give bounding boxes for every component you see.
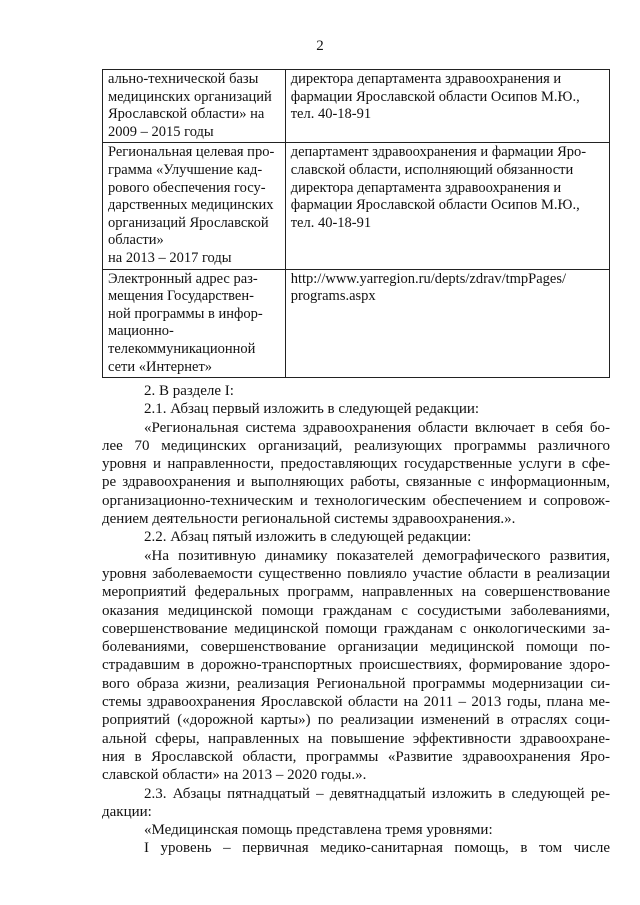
table-cell-line: Региональная целевая про- (108, 144, 275, 161)
text-line: «Медицинская помощь представлена тремя уровнями: (144, 822, 493, 839)
table-cell-value (285, 269, 609, 378)
table-cell-label (103, 70, 286, 143)
text-line: болеваниями, совершенствование организации медицинской помощи по- (102, 639, 610, 656)
text-line: уровня и направленности, предоставляющих государственные услуги в сфе- (102, 456, 610, 473)
table-cell-line: 2009 – 2015 годы (108, 123, 214, 140)
program-info-table-body (103, 70, 610, 378)
program-info-table (102, 69, 610, 378)
text-line: дением деятельности региональной системы здравоохранения.». (102, 511, 516, 528)
table-cell-line: медицинских организаций (108, 88, 272, 105)
table-cell-label (103, 143, 286, 269)
table-cell-line: мационно- (108, 323, 174, 340)
table-cell-line: фармации Ярославской области Осипов М.Ю., (290, 197, 580, 214)
table-cell-line: области» (108, 232, 164, 249)
table-cell-line: директора департамента здравоохранения и (290, 179, 562, 196)
table-cell-line: на 2013 – 2017 годы (108, 249, 232, 266)
text-line: 2.1. Абзац первый изложить в следующей редакции: (144, 401, 480, 418)
table-cell-line: сети «Интернет» (108, 358, 213, 375)
table-cell-line: департамент здравоохранения и фармации Яро- (290, 144, 587, 161)
table-cell-line: организаций Ярославской (108, 214, 269, 231)
table-cell-line: тел. 40-18-91 (290, 214, 372, 231)
table-cell-value (285, 70, 609, 143)
table-cell-value (285, 143, 609, 269)
text-line: альной сферы, направленных на повышение эффективности здравоохране- (102, 730, 610, 747)
table-row (103, 269, 610, 378)
text-line: страдавшим в дорожно-транспортных происшествиях, формирование здоро- (102, 657, 610, 674)
table-cell-line: дарственных медицинских (108, 197, 274, 214)
body-text (102, 382, 610, 858)
table-cell-line: славской области, исполняющий обязанности (290, 161, 574, 178)
text-line: дакции: (102, 803, 152, 820)
table-cell-line: телекоммуникационной (108, 340, 256, 357)
table-cell-label (103, 269, 286, 378)
table-row (103, 143, 610, 269)
text-line: вого образа жизни, реализация Региональной программы модернизации си- (102, 675, 610, 692)
text-line: 2. В разделе I: (144, 383, 234, 399)
text-line: мероприятий федеральных программ, направленных на совершенствование (102, 584, 610, 601)
table-row (103, 70, 610, 143)
text-line: совершенствование медицинской помощи гражданам с онкологическими за- (102, 620, 610, 637)
table-cell-line: фармации Ярославской области Осипов М.Ю., (290, 88, 580, 105)
text-line: ре здравоохранения и выполняющих работы, связанные с информационным, (102, 474, 610, 491)
table-cell-line: ной программы в инфор- (108, 305, 263, 322)
table-cell-line: тел. 40-18-91 (290, 106, 372, 123)
page-number: 2 (316, 38, 324, 54)
table-cell-line: http://www.yarregion.ru/depts/zdrav/tmpPages/ (290, 270, 567, 287)
text-line: «На позитивную динамику показателей демографического развития, (144, 547, 610, 564)
table-cell-line: ально-технической базы (108, 71, 259, 87)
text-line: ния в Ярославской области, программы «Развитие здравоохранения Яро- (102, 748, 610, 765)
table-cell-line: рового обеспечения госу- (108, 179, 266, 196)
text-line: «Региональная система здравоохранения области включает в себя бо- (144, 419, 610, 436)
text-line: 2.3. Абзацы пятнадцатый – девятнадцатый изложить в следующей ре- (144, 785, 610, 802)
table-cell-line: директора департамента здравоохранения и (290, 71, 562, 87)
text-line: 2.2. Абзац пятый изложить в следующей редакции: (144, 529, 472, 546)
table-cell-line: Электронный адрес раз- (108, 270, 258, 287)
text-line: оказания медицинской помощи гражданам с сосудистыми заболеваниями, (102, 602, 610, 619)
text-line: организационно-техническим и технологическим обеспечением и сопровож- (102, 492, 610, 509)
text-line: лее 70 медицинских организаций, реализующих программы различного (102, 437, 610, 454)
text-line: роприятий («дорожной карты») по реализации изменений в отраслях соци- (102, 712, 610, 729)
text-line: I уровень – первичная медико-санитарная помощь, в том числе (144, 840, 610, 857)
text-line: славской области» на 2013 – 2020 годы.». (102, 767, 367, 784)
text-line: стемы здравоохранения Ярославской области на 2011 – 2013 годы, плана ме- (102, 694, 610, 711)
text-line: уровня заболеваемости существенно повлияло участие области в реализации (102, 565, 610, 582)
table-cell-line: грамма «Улучшение кад- (108, 161, 263, 178)
table-cell-line: Ярославской области» на (108, 106, 265, 123)
table-cell-line: programs.aspx (290, 288, 376, 305)
table-cell-line: мещения Государствен- (108, 288, 254, 305)
